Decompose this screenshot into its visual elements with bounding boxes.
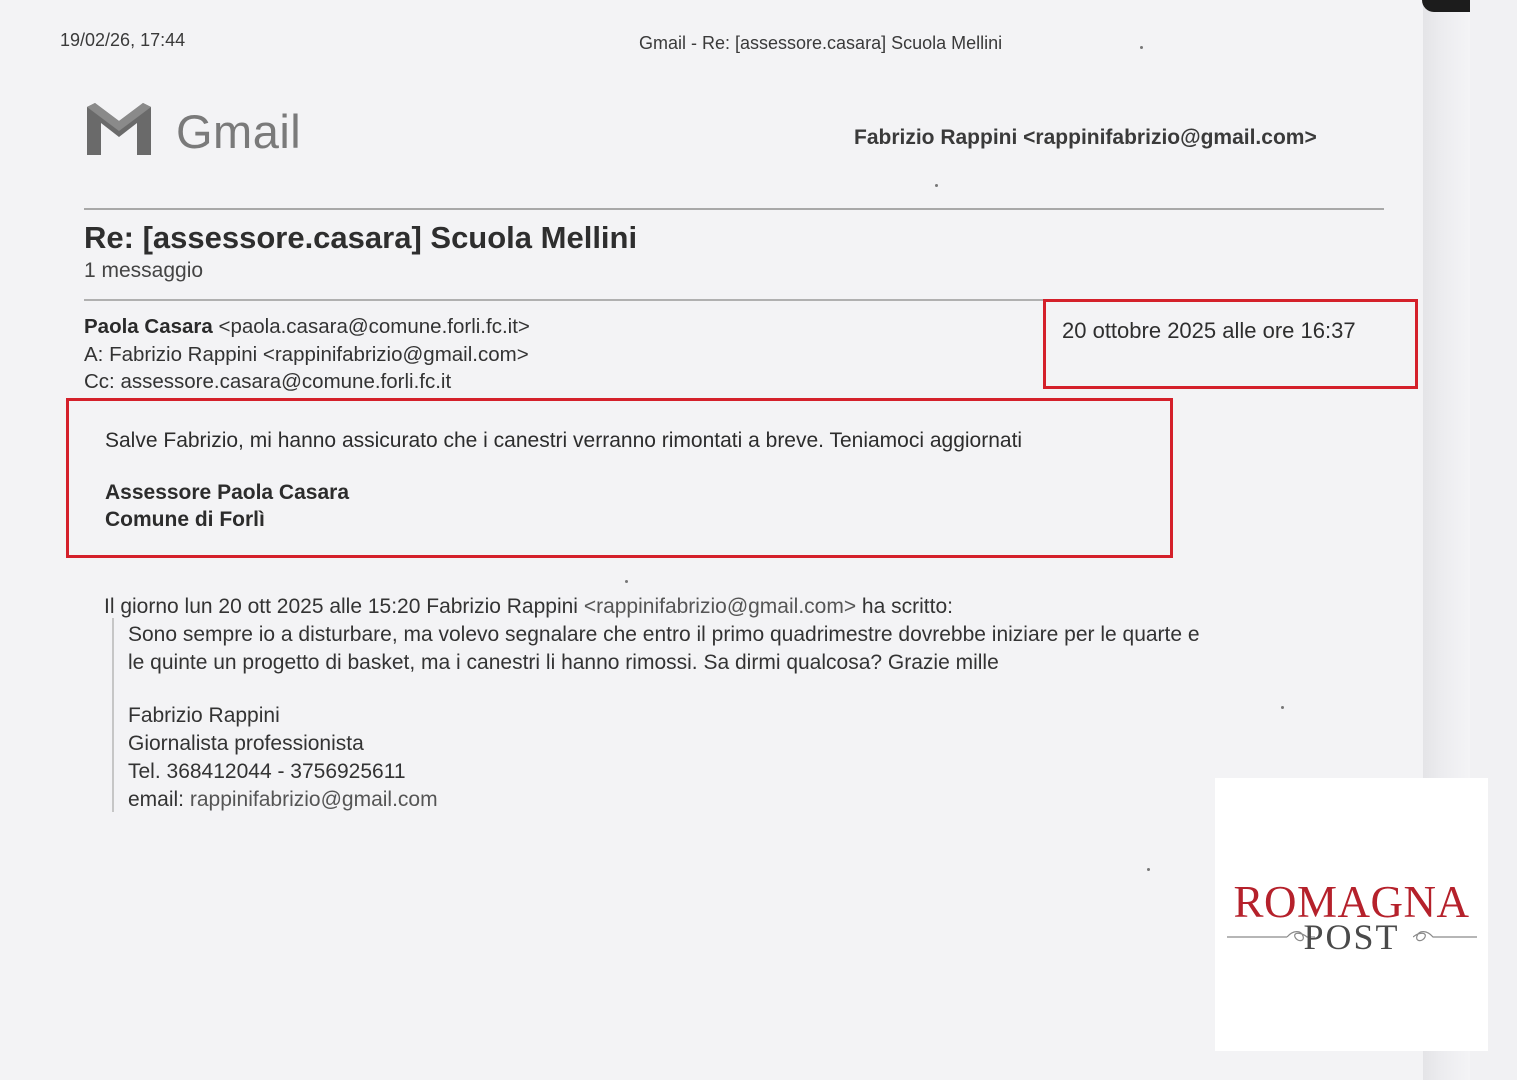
divider — [84, 299, 1044, 301]
paper-speck — [1281, 706, 1284, 709]
divider — [84, 208, 1384, 210]
highlight-box-body — [66, 398, 1173, 558]
quote-header-address: <rappinifabrizio@gmail.com> — [583, 595, 857, 618]
quote-header-suffix: ha scritto: — [856, 595, 953, 618]
signature-organization: Comune di Forlì — [105, 508, 265, 531]
account-header: Fabrizio Rappini <rappinifabrizio@gmail.com> — [854, 126, 1317, 149]
message-body: Salve Fabrizio, mi hanno assicurato che i canestri verranno rimontati a breve. Teniamoci aggiornati — [105, 429, 1023, 452]
quote-header-text: Il giorno lun 20 ott 2025 alle 15:20 Fabrizio Rappini — [104, 595, 584, 618]
sender-line — [84, 315, 530, 339]
quote-bar — [112, 618, 114, 812]
watermark-line-1: ROMAGNA — [1233, 877, 1470, 927]
paper-speck — [935, 184, 938, 187]
page-corner — [1422, 0, 1470, 12]
quoted-line: Sono sempre io a disturbare, ma volevo segnalare che entro il primo quadrimestre dovrebbe iniziare per le quarte e — [128, 623, 1200, 646]
paper-speck — [1140, 46, 1143, 49]
romagna-post-watermark — [1215, 778, 1488, 1051]
sender-address: <paola.casara@comune.forli.fc.it> — [218, 315, 530, 338]
message-count: 1 messaggio — [84, 259, 204, 282]
quoted-signature-email — [128, 788, 438, 812]
paper-speck — [1147, 868, 1150, 871]
flourish-icon — [1413, 928, 1477, 944]
cc-line: Cc: assessore.casara@comune.forli.fc.it — [84, 370, 452, 393]
gmail-m-icon — [83, 101, 155, 159]
watermark-line-2: POST — [1303, 917, 1400, 957]
thread-subject: Re: [assessore.casara] Scuola Mellini — [84, 220, 638, 255]
print-datetime: 19/02/26, 17:44 — [60, 30, 186, 50]
email-label: email: — [128, 788, 190, 811]
recipient-line: A: Fabrizio Rappini <rappinifabrizio@gmail.com> — [84, 343, 529, 366]
highlight-box-date — [1043, 299, 1418, 389]
email-address: rappinifabrizio@gmail.com — [189, 788, 438, 811]
quoted-signature-name: Fabrizio Rappini — [128, 704, 280, 727]
quoted-signature-role: Giornalista professionista — [128, 732, 364, 755]
sender-name: Paola Casara — [84, 315, 213, 338]
print-title: Gmail - Re: [assessore.casara] Scuola Mellini — [639, 33, 1003, 53]
quote-header — [104, 595, 953, 619]
paper-speck — [625, 580, 628, 583]
message-date: 20 ottobre 2025 alle ore 16:37 — [1062, 318, 1356, 343]
quoted-signature-phone: Tel. 368412044 - 3756925611 — [128, 760, 406, 783]
signature-title: Assessore Paola Casara — [105, 481, 349, 504]
gmail-wordmark: Gmail — [176, 105, 302, 158]
quoted-line: le quinte un progetto di basket, ma i canestri li hanno rimossi. Sa dirmi qualcosa? Grazie mille — [128, 651, 999, 674]
